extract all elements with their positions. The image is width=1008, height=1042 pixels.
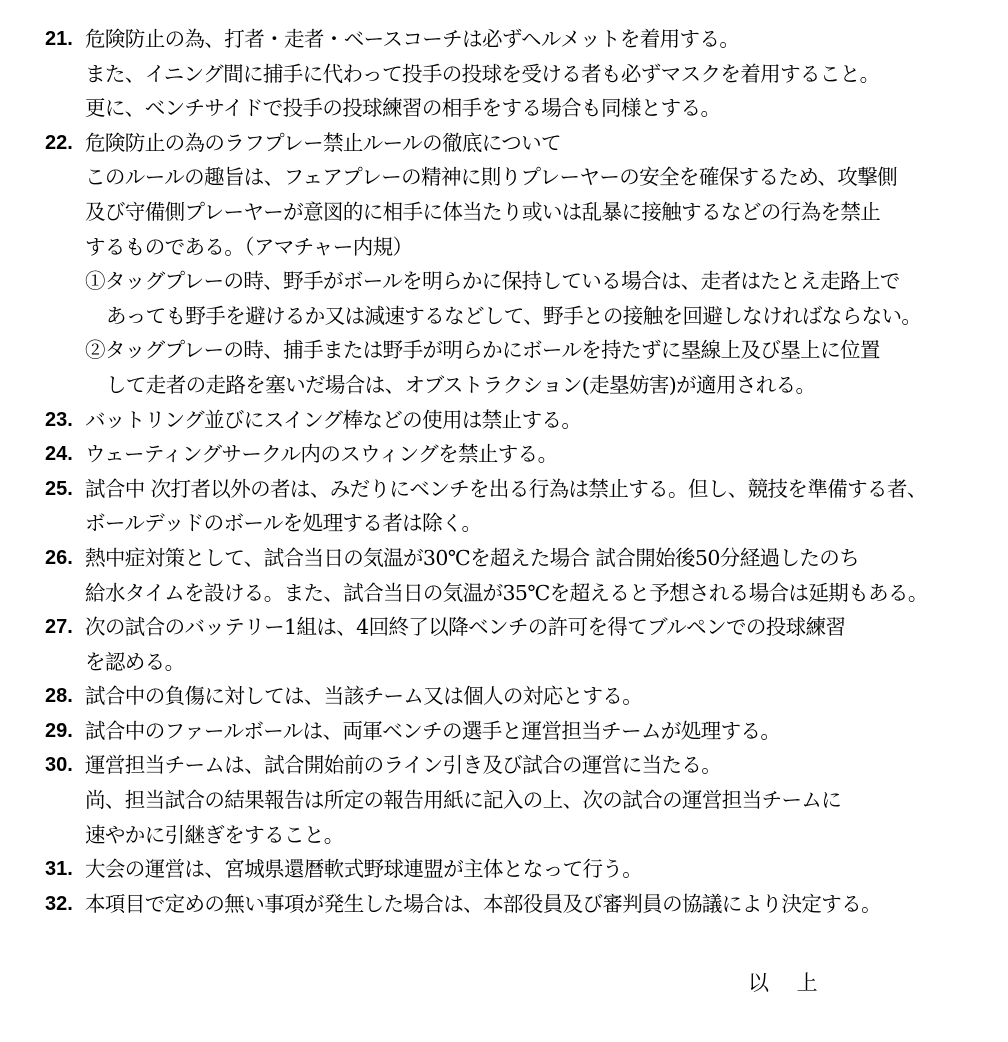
subitem-text-line: して走者の走路を塞いだ場合は、オブストラクション(走塁妨害)が適用される。 <box>106 372 816 397</box>
rule-item-27 <box>0 610 1008 679</box>
rule-item-32 <box>0 887 1008 922</box>
item-number: 25. <box>45 477 73 500</box>
item-text-line: するものである。（アマチャー内規） <box>85 234 413 259</box>
rule-item-25 <box>0 472 1008 541</box>
item-number: 21. <box>45 28 73 50</box>
item-text-line: 運営担当チームは、試合開始前のライン引き及び試合の運営に当たる。 <box>85 753 722 778</box>
item-number: 29. <box>45 719 73 742</box>
item-text-line: 試合中のファールボールは、両軍ベンチの選手と運営担当チームが処理する。 <box>85 718 781 743</box>
item-number: 32. <box>45 892 73 915</box>
item-text-line: 危険防止の為、打者・走者・ベースコーチは必ずヘルメットを着用する。 <box>85 27 740 51</box>
rule-item-21 <box>0 22 1008 126</box>
item-text-line: また、イニング間に捕手に代わって投手の投球を受ける者も必ずマスクを着用すること。 <box>85 61 880 86</box>
item-number: 31. <box>45 858 73 881</box>
rule-item-29 <box>0 714 1008 749</box>
item-text-line: バットリング並びにスイング棒などの使用は禁止する。 <box>85 407 582 432</box>
rule-item-23 <box>0 403 1008 438</box>
rules-document <box>0 22 1008 921</box>
item-number: 22. <box>45 131 73 154</box>
subitem-text-line: あっても野手を避けるか又は減速するなどして、野手との接触を回避しなければならない。 <box>106 303 922 328</box>
item-text-line: 熱中症対策として、試合当日の気温が30℃を超えた場合 試合開始後50分経過したのち <box>85 545 860 570</box>
rule-item-24 <box>0 437 1008 472</box>
item-text-line: 大会の運営は、宮城県還暦軟式野球連盟が主体となって行う。 <box>85 857 643 882</box>
item-number: 27. <box>45 616 73 639</box>
item-number: 23. <box>45 408 73 431</box>
item-number: 30. <box>45 754 73 777</box>
item-number: 24. <box>45 443 73 466</box>
item-text-line: 速やかに引継ぎをすること。 <box>85 822 344 847</box>
item-text-line: 試合中 次打者以外の者は、みだりにベンチを出る行為は禁止する。但し、競技を準備する者、 <box>85 476 927 501</box>
item-text-line: 及び守備側プレーヤーが意図的に相手に体当たり或いは乱暴に接触するなどの行為を禁止 <box>85 199 881 224</box>
item-text-line: 本項目で定めの無い事項が発生した場合は、本部役員及び審判員の協議により決定する。 <box>85 891 881 916</box>
item-text-line: 給水タイムを設ける。また、試合当日の気温が35℃を超えると予想される場合は延期もある。 <box>85 580 928 605</box>
rule-item-26 <box>0 541 1008 610</box>
rule-item-28 <box>0 679 1008 714</box>
item-text-line: ウェーティングサークル内のスウィングを禁止する。 <box>85 442 558 467</box>
rule-item-30 <box>0 748 1008 852</box>
item-text-line: 尚、担当試合の結果報告は所定の報告用紙に記入の上、次の試合の運営担当チームに <box>85 788 842 813</box>
item-number: 26. <box>45 546 73 569</box>
item-text-line: 更に、ベンチサイドで投手の投球練習の相手をする場合も同様とする。 <box>85 96 721 121</box>
closing-mark: 以 上 <box>748 971 818 995</box>
item-text-line: このルールの趣旨は、フェアプレーの精神に則りプレーヤーの安全を確保するため、攻撃側 <box>85 165 898 190</box>
item-text-line: ボールデッドのボールを処理する者は除く。 <box>85 511 482 536</box>
rule-item-31 <box>0 852 1008 887</box>
item-text-line: 試合中の負傷に対しては、当該チーム又は個人の対応とする。 <box>85 684 643 709</box>
rule-item-22 <box>0 126 1008 403</box>
item-text-line: 次の試合のバッテリー1組は、4回終了以降ベンチの許可を得てブルペンでの投球練習 <box>85 615 846 640</box>
item-text-line: 危険防止の為のラフプレー禁止ルールの徹底について <box>85 130 561 155</box>
item-number: 28. <box>45 685 73 708</box>
item-text-line: を認める。 <box>85 649 185 674</box>
subitem-text-line: ②タッグプレーの時、捕手または野手が明らかにボールを持たずに塁線上及び塁上に位置 <box>85 338 880 363</box>
subitem-text-line: ①タッグプレーの時、野手がボールを明らかに保持している場合は、走者はたとえ走路上で <box>85 269 900 294</box>
